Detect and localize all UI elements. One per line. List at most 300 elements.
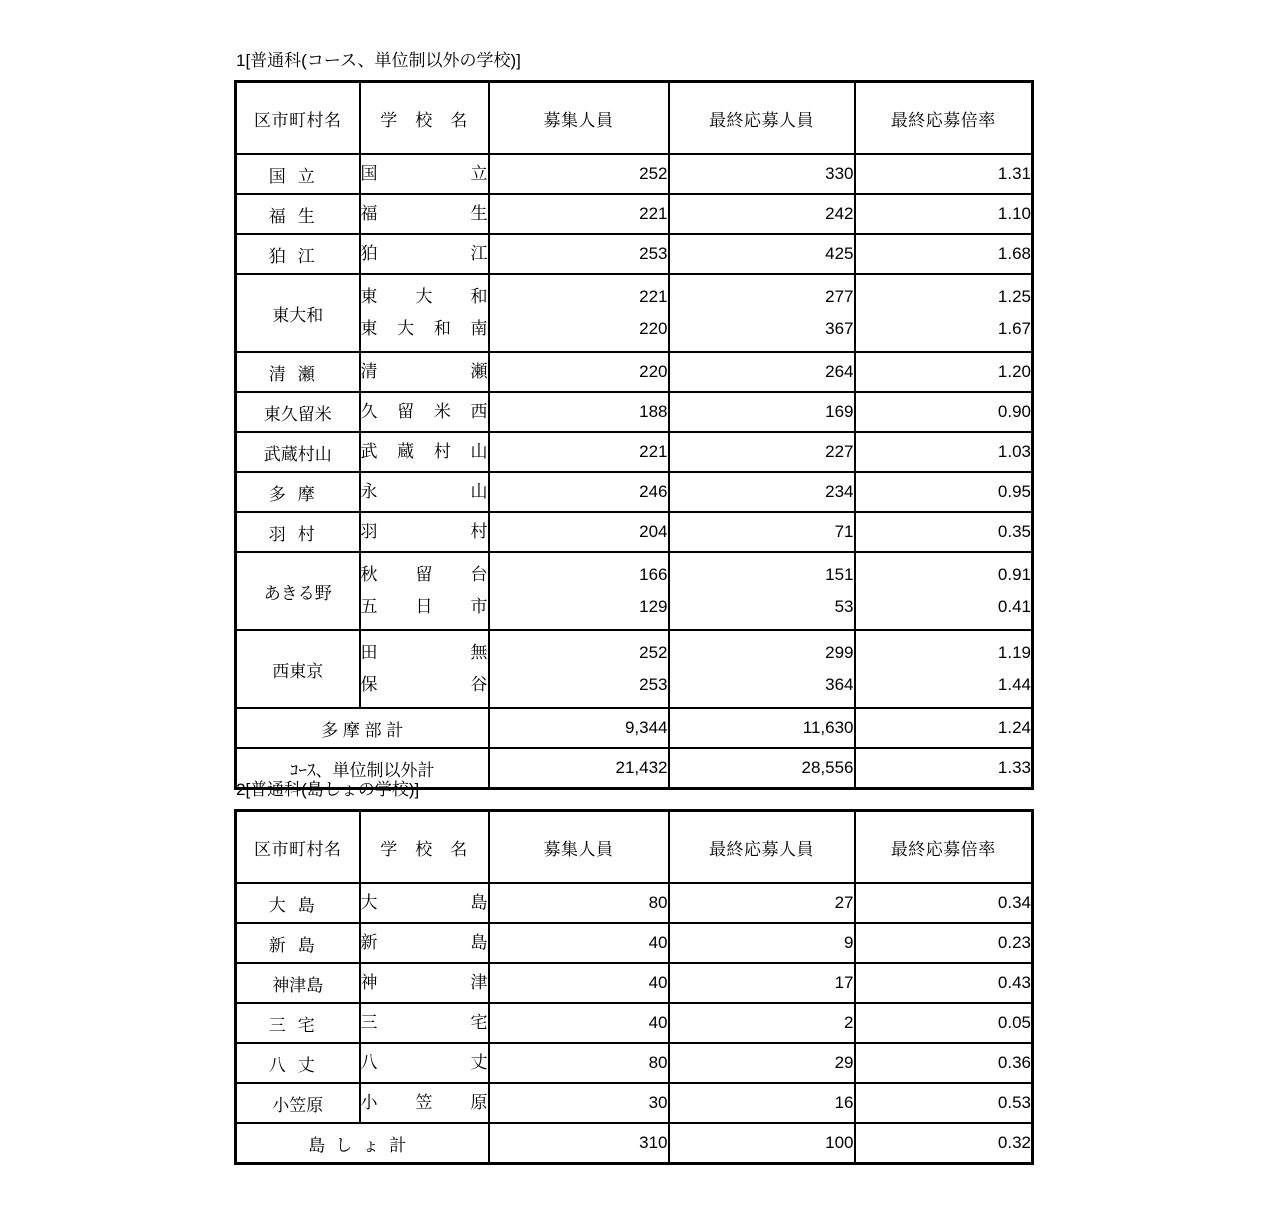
cell-applicants-value: 367 bbox=[825, 319, 854, 338]
table-row bbox=[236, 352, 1033, 392]
municipality-label: 武蔵村山 bbox=[263, 444, 332, 464]
glyph: 清 bbox=[360, 362, 378, 381]
cell-capacity-value: 40 bbox=[648, 973, 668, 992]
column-header-school-label: 学 校 名 bbox=[380, 839, 468, 859]
cell-municipality bbox=[236, 392, 360, 432]
cell-municipality bbox=[236, 552, 360, 630]
school-name-text bbox=[361, 669, 488, 701]
glyph: 生 bbox=[470, 204, 488, 223]
cell-applicants bbox=[669, 1083, 855, 1123]
cell-ratio-value: 1.25 bbox=[997, 287, 1031, 306]
cell-applicants bbox=[669, 274, 855, 352]
table-普通科-コース単位制以外 bbox=[234, 80, 1034, 790]
cell-school bbox=[360, 1043, 489, 1083]
cell-ratio bbox=[855, 1043, 1033, 1083]
school-name-text bbox=[361, 887, 488, 919]
column-header-capacity bbox=[489, 811, 669, 884]
cell-total-applicants-value: 11,630 bbox=[802, 718, 854, 737]
glyph: 米 bbox=[433, 402, 451, 421]
cell-ratio-value: 0.41 bbox=[997, 597, 1031, 616]
cell-ratio bbox=[855, 352, 1033, 392]
cell-school bbox=[360, 963, 489, 1003]
cell-ratio-value: 1.10 bbox=[997, 204, 1031, 223]
column-header-ratio-label: 最終応募倍率 bbox=[890, 110, 996, 130]
cell-capacity-value: 221 bbox=[639, 204, 668, 223]
cell-municipality bbox=[236, 883, 360, 923]
cell-applicants-value: 227 bbox=[825, 442, 854, 461]
municipality-label: 国立 bbox=[268, 166, 327, 186]
cell-total-capacity bbox=[489, 708, 669, 748]
glyph: 南 bbox=[470, 319, 488, 338]
cell-ratio bbox=[855, 923, 1033, 963]
cell-capacity-value: 221 bbox=[639, 442, 668, 461]
municipality-label: 東大和 bbox=[272, 305, 324, 325]
cell-municipality bbox=[236, 194, 360, 234]
glyph: 武 bbox=[360, 442, 378, 461]
table-row bbox=[236, 1083, 1033, 1123]
glyph: 無 bbox=[470, 643, 488, 662]
cell-school bbox=[360, 234, 489, 274]
cell-municipality bbox=[236, 352, 360, 392]
cell-capacity-value: 253 bbox=[639, 675, 668, 694]
cell-applicants-value: 17 bbox=[834, 973, 854, 992]
glyph: 神 bbox=[360, 973, 378, 992]
cell-applicants bbox=[669, 234, 855, 274]
cell-applicants-value: 29 bbox=[834, 1053, 854, 1072]
cell-capacity-value: 129 bbox=[639, 597, 668, 616]
cell-applicants bbox=[669, 923, 855, 963]
glyph: 原 bbox=[470, 1093, 488, 1112]
table-row bbox=[236, 1043, 1033, 1083]
school-name-text bbox=[361, 356, 488, 388]
cell-school bbox=[360, 630, 489, 708]
cell-applicants-value: 2 bbox=[844, 1013, 854, 1032]
glyph: 蔵 bbox=[397, 442, 415, 461]
cell-school bbox=[360, 472, 489, 512]
cell-ratio-value: 1.31 bbox=[997, 164, 1031, 183]
cell-capacity bbox=[489, 923, 669, 963]
cell-ratio-value: 0.53 bbox=[997, 1093, 1031, 1112]
column-header-municipality bbox=[236, 811, 360, 884]
school-name-text bbox=[361, 559, 488, 591]
column-header-municipality bbox=[236, 82, 360, 155]
column-header-applicants-label: 最終応募人員 bbox=[709, 110, 814, 130]
cell-ratio-value: 1.20 bbox=[997, 362, 1031, 381]
cell-total-ratio-value: 0.32 bbox=[997, 1133, 1031, 1152]
cell-ratio bbox=[855, 552, 1033, 630]
school-name-text bbox=[361, 1007, 488, 1039]
total-label: 多 摩 部 計 bbox=[321, 720, 404, 740]
glyph: 江 bbox=[470, 244, 488, 263]
cell-municipality bbox=[236, 234, 360, 274]
cell-school bbox=[360, 432, 489, 472]
cell-capacity bbox=[489, 1043, 669, 1083]
cell-ratio-value: 0.34 bbox=[997, 893, 1031, 912]
municipality-label: 大島 bbox=[268, 895, 327, 915]
cell-total-capacity-value: 310 bbox=[639, 1133, 668, 1152]
table-row bbox=[236, 472, 1033, 512]
cell-capacity bbox=[489, 630, 669, 708]
glyph: 島 bbox=[470, 933, 488, 952]
cell-school bbox=[360, 923, 489, 963]
column-header-ratio-label: 最終応募倍率 bbox=[890, 839, 996, 859]
cell-applicants-value: 169 bbox=[825, 402, 854, 421]
glyph: 島 bbox=[470, 893, 488, 912]
cell-total-capacity-value: 9,344 bbox=[624, 718, 668, 737]
school-name-text bbox=[361, 516, 488, 548]
cell-school bbox=[360, 512, 489, 552]
cell-school bbox=[360, 1083, 489, 1123]
cell-capacity bbox=[489, 512, 669, 552]
school-name-text bbox=[361, 281, 488, 313]
municipality-label: 東久留米 bbox=[263, 404, 332, 424]
table-row bbox=[236, 154, 1033, 194]
header-row bbox=[236, 82, 1033, 155]
total-label: ｺｰｽ、単位制以外計 bbox=[290, 760, 435, 780]
glyph: 山 bbox=[470, 442, 488, 461]
glyph: 狛 bbox=[360, 244, 378, 263]
section-title-2: 2[普通科(島しょの学校)] bbox=[236, 780, 420, 799]
school-name-text bbox=[361, 198, 488, 230]
cell-total-ratio bbox=[855, 708, 1033, 748]
table-row bbox=[236, 923, 1033, 963]
school-name-text bbox=[361, 158, 488, 190]
column-header-capacity-label: 募集人員 bbox=[543, 110, 614, 130]
cell-applicants-value: 277 bbox=[825, 287, 854, 306]
cell-applicants-value: 71 bbox=[834, 522, 854, 541]
cell-total-ratio-value: 1.33 bbox=[997, 758, 1031, 777]
glyph: 山 bbox=[470, 482, 488, 501]
cell-ratio-value: 0.23 bbox=[997, 933, 1031, 952]
cell-applicants-value: 27 bbox=[834, 893, 854, 912]
table-row bbox=[236, 274, 1033, 352]
school-name-text bbox=[361, 238, 488, 270]
glyph: 新 bbox=[360, 933, 378, 952]
glyph: 福 bbox=[360, 204, 378, 223]
section-普通科-コース単位制以外 bbox=[234, 50, 1034, 790]
school-name-text bbox=[361, 1087, 488, 1119]
glyph: 和 bbox=[470, 287, 488, 306]
glyph: 丈 bbox=[470, 1053, 488, 1072]
cell-capacity-value: 80 bbox=[648, 893, 668, 912]
cell-municipality bbox=[236, 512, 360, 552]
column-header-applicants-label: 最終応募人員 bbox=[709, 839, 814, 859]
cell-applicants bbox=[669, 154, 855, 194]
cell-applicants bbox=[669, 472, 855, 512]
cell-ratio bbox=[855, 392, 1033, 432]
glyph: 市 bbox=[470, 597, 488, 616]
glyph: 大 bbox=[397, 319, 415, 338]
table-row bbox=[236, 630, 1033, 708]
table-row bbox=[236, 512, 1033, 552]
cell-school bbox=[360, 352, 489, 392]
school-name-text bbox=[361, 476, 488, 508]
column-header-ratio bbox=[855, 82, 1033, 155]
cell-ratio bbox=[855, 883, 1033, 923]
glyph: 五 bbox=[360, 597, 378, 616]
cell-capacity-value: 188 bbox=[639, 402, 668, 421]
glyph: 久 bbox=[360, 402, 378, 421]
school-name-text bbox=[361, 927, 488, 959]
cell-ratio bbox=[855, 512, 1033, 552]
glyph: 三 bbox=[360, 1013, 378, 1032]
cell-applicants-value: 242 bbox=[825, 204, 854, 223]
cell-capacity bbox=[489, 552, 669, 630]
cell-total-label bbox=[236, 708, 489, 748]
glyph: 瀬 bbox=[470, 362, 488, 381]
school-name-text bbox=[361, 591, 488, 623]
glyph: 和 bbox=[433, 319, 451, 338]
total-label: 島しょ計 bbox=[308, 1135, 417, 1155]
cell-municipality bbox=[236, 1003, 360, 1043]
municipality-label: 小笠原 bbox=[272, 1095, 324, 1115]
glyph: 村 bbox=[470, 522, 488, 541]
cell-capacity-value: 40 bbox=[648, 1013, 668, 1032]
glyph: 東 bbox=[360, 319, 378, 338]
cell-capacity bbox=[489, 432, 669, 472]
glyph: 田 bbox=[360, 643, 378, 662]
table-total-row bbox=[236, 1123, 1033, 1164]
cell-school bbox=[360, 1003, 489, 1043]
glyph: 台 bbox=[470, 565, 488, 584]
cell-municipality bbox=[236, 1043, 360, 1083]
cell-ratio-value: 0.90 bbox=[997, 402, 1031, 421]
school-name-text bbox=[361, 637, 488, 669]
cell-applicants bbox=[669, 1003, 855, 1043]
cell-ratio bbox=[855, 432, 1033, 472]
cell-school bbox=[360, 274, 489, 352]
municipality-label: 羽村 bbox=[268, 524, 327, 544]
school-name-text bbox=[361, 967, 488, 999]
glyph: 立 bbox=[470, 164, 488, 183]
cell-school bbox=[360, 883, 489, 923]
cell-applicants bbox=[669, 883, 855, 923]
cell-capacity-value: 252 bbox=[639, 164, 668, 183]
cell-school bbox=[360, 154, 489, 194]
glyph: 日 bbox=[415, 597, 433, 616]
glyph: 東 bbox=[360, 287, 378, 306]
column-header-capacity-label: 募集人員 bbox=[543, 839, 614, 859]
municipality-label: 新島 bbox=[268, 935, 327, 955]
cell-capacity-value: 220 bbox=[639, 319, 668, 338]
column-header-school bbox=[360, 811, 489, 884]
municipality-label: 西東京 bbox=[272, 661, 324, 681]
glyph: 村 bbox=[433, 442, 451, 461]
cell-applicants-value: 264 bbox=[825, 362, 854, 381]
school-name-text bbox=[361, 396, 488, 428]
cell-applicants bbox=[669, 432, 855, 472]
cell-capacity-value: 253 bbox=[639, 244, 668, 263]
cell-applicants-value: 425 bbox=[825, 244, 854, 263]
cell-ratio bbox=[855, 194, 1033, 234]
cell-ratio bbox=[855, 1003, 1033, 1043]
column-header-municipality-label: 区市町村名 bbox=[254, 839, 342, 859]
cell-municipality bbox=[236, 432, 360, 472]
cell-capacity-value: 221 bbox=[639, 287, 668, 306]
cell-total-applicants bbox=[669, 708, 855, 748]
cell-capacity-value: 220 bbox=[639, 362, 668, 381]
table-header bbox=[236, 811, 1033, 884]
school-name-text bbox=[361, 1047, 488, 1079]
cell-applicants bbox=[669, 352, 855, 392]
glyph: 羽 bbox=[360, 522, 378, 541]
cell-school bbox=[360, 194, 489, 234]
column-header-applicants bbox=[669, 82, 855, 155]
table-row bbox=[236, 552, 1033, 630]
cell-capacity bbox=[489, 392, 669, 432]
cell-capacity-value: 204 bbox=[639, 522, 668, 541]
column-header-municipality-label: 区市町村名 bbox=[254, 110, 342, 130]
cell-applicants bbox=[669, 630, 855, 708]
cell-ratio-value: 1.68 bbox=[997, 244, 1031, 263]
cell-applicants-value: 16 bbox=[834, 1093, 854, 1112]
school-name-text bbox=[361, 436, 488, 468]
municipality-label: 清瀬 bbox=[268, 364, 327, 384]
cell-total-capacity bbox=[489, 1123, 669, 1164]
cell-applicants-value: 53 bbox=[834, 597, 854, 616]
column-header-school bbox=[360, 82, 489, 155]
column-header-ratio bbox=[855, 811, 1033, 884]
cell-capacity bbox=[489, 194, 669, 234]
cell-municipality bbox=[236, 274, 360, 352]
cell-school bbox=[360, 552, 489, 630]
cell-ratio bbox=[855, 630, 1033, 708]
cell-total-label bbox=[236, 1123, 489, 1164]
cell-capacity-value: 40 bbox=[648, 933, 668, 952]
glyph: 永 bbox=[360, 482, 378, 501]
cell-ratio-value: 1.44 bbox=[997, 675, 1031, 694]
glyph: 国 bbox=[360, 164, 378, 183]
cell-applicants bbox=[669, 392, 855, 432]
glyph: 留 bbox=[397, 402, 415, 421]
cell-ratio bbox=[855, 963, 1033, 1003]
cell-total-applicants-value: 100 bbox=[825, 1133, 854, 1152]
cell-ratio-value: 1.03 bbox=[997, 442, 1031, 461]
cell-municipality bbox=[236, 963, 360, 1003]
cell-capacity bbox=[489, 352, 669, 392]
municipality-label: あきる野 bbox=[263, 583, 332, 603]
cell-capacity-value: 166 bbox=[639, 565, 668, 584]
column-header-applicants bbox=[669, 811, 855, 884]
cell-total-applicants-value: 28,556 bbox=[801, 758, 854, 777]
table-row bbox=[236, 1003, 1033, 1043]
column-header-capacity bbox=[489, 82, 669, 155]
cell-capacity-value: 252 bbox=[639, 643, 668, 662]
cell-ratio bbox=[855, 234, 1033, 274]
cell-ratio bbox=[855, 154, 1033, 194]
cell-municipality bbox=[236, 1083, 360, 1123]
section-title-1: 1[普通科(コース、単位制以外の学校)] bbox=[236, 51, 521, 70]
cell-total-ratio bbox=[855, 1123, 1033, 1164]
cell-ratio-value: 0.91 bbox=[997, 565, 1031, 584]
municipality-label: 神津島 bbox=[272, 975, 324, 995]
glyph: 八 bbox=[360, 1053, 378, 1072]
table-row bbox=[236, 883, 1033, 923]
cell-ratio-value: 0.43 bbox=[997, 973, 1031, 992]
cell-total-applicants bbox=[669, 1123, 855, 1164]
glyph: 大 bbox=[360, 893, 378, 912]
table-body bbox=[236, 154, 1033, 789]
cell-ratio-value: 0.36 bbox=[997, 1053, 1031, 1072]
glyph: 保 bbox=[360, 675, 378, 694]
cell-applicants bbox=[669, 963, 855, 1003]
cell-municipality bbox=[236, 154, 360, 194]
municipality-label: 三宅 bbox=[268, 1015, 327, 1035]
cell-total-ratio-value: 1.24 bbox=[997, 718, 1031, 737]
cell-capacity bbox=[489, 234, 669, 274]
column-header-school-label: 学 校 名 bbox=[380, 110, 468, 130]
cell-applicants-value: 151 bbox=[825, 565, 854, 584]
cell-ratio bbox=[855, 274, 1033, 352]
cell-applicants bbox=[669, 552, 855, 630]
municipality-label: 多摩 bbox=[268, 484, 327, 504]
cell-capacity-value: 246 bbox=[639, 482, 668, 501]
cell-ratio-value: 0.35 bbox=[997, 522, 1031, 541]
cell-capacity bbox=[489, 883, 669, 923]
table-total-row bbox=[236, 708, 1033, 748]
table-body bbox=[236, 883, 1033, 1164]
cell-total-capacity-value: 21,432 bbox=[615, 758, 668, 777]
header-row bbox=[236, 811, 1033, 884]
glyph: 留 bbox=[415, 565, 433, 584]
municipality-label: 八丈 bbox=[268, 1055, 327, 1075]
cell-applicants-value: 364 bbox=[825, 675, 854, 694]
cell-ratio bbox=[855, 472, 1033, 512]
glyph: 大 bbox=[415, 287, 433, 306]
cell-capacity bbox=[489, 963, 669, 1003]
glyph: 谷 bbox=[470, 675, 488, 694]
cell-capacity bbox=[489, 1003, 669, 1043]
municipality-label: 福生 bbox=[268, 206, 327, 226]
cell-municipality bbox=[236, 472, 360, 512]
glyph: 宅 bbox=[470, 1013, 488, 1032]
cell-municipality bbox=[236, 630, 360, 708]
school-name-text bbox=[361, 313, 488, 345]
cell-applicants-value: 9 bbox=[844, 933, 854, 952]
cell-applicants bbox=[669, 512, 855, 552]
cell-ratio-value: 1.19 bbox=[997, 643, 1031, 662]
cell-capacity bbox=[489, 472, 669, 512]
cell-ratio-value: 0.95 bbox=[997, 482, 1031, 501]
glyph: 小 bbox=[360, 1093, 378, 1112]
municipality-label: 狛江 bbox=[268, 246, 327, 266]
glyph: 笠 bbox=[415, 1093, 433, 1112]
cell-capacity bbox=[489, 1083, 669, 1123]
cell-applicants bbox=[669, 194, 855, 234]
cell-applicants-value: 234 bbox=[825, 482, 854, 501]
glyph: 西 bbox=[470, 402, 488, 421]
cell-ratio-value: 1.67 bbox=[997, 319, 1031, 338]
cell-capacity-value: 80 bbox=[648, 1053, 668, 1072]
table-row bbox=[236, 194, 1033, 234]
table-row bbox=[236, 392, 1033, 432]
cell-applicants bbox=[669, 1043, 855, 1083]
table-普通科-島しょ bbox=[234, 809, 1034, 1165]
table-row bbox=[236, 234, 1033, 274]
table-row bbox=[236, 432, 1033, 472]
cell-applicants-value: 299 bbox=[825, 643, 854, 662]
cell-school bbox=[360, 392, 489, 432]
glyph: 津 bbox=[470, 973, 488, 992]
glyph: 秋 bbox=[360, 565, 378, 584]
cell-capacity bbox=[489, 154, 669, 194]
table-header bbox=[236, 82, 1033, 155]
cell-ratio-value: 0.05 bbox=[997, 1013, 1031, 1032]
cell-ratio bbox=[855, 1083, 1033, 1123]
cell-capacity-value: 30 bbox=[648, 1093, 668, 1112]
cell-applicants-value: 330 bbox=[825, 164, 854, 183]
cell-capacity bbox=[489, 274, 669, 352]
